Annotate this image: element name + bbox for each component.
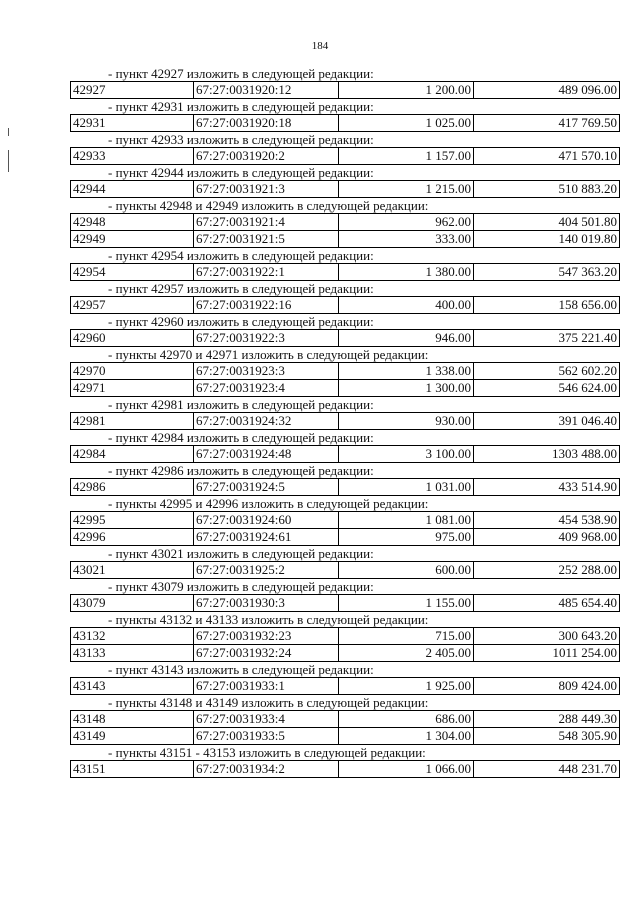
area-cell: 600.00: [339, 562, 474, 579]
table-row: [71, 446, 620, 463]
amendment-block: [70, 546, 615, 579]
amendment-intro: - пункты 43148 и 43149 изложить в следующей редакции:: [108, 695, 429, 710]
amendment-block: [70, 579, 615, 612]
amendment-block: [70, 132, 615, 165]
amendment-block: [70, 612, 615, 662]
item-number-cell: 42984: [71, 446, 194, 463]
table-row: [71, 413, 620, 430]
value-cell: 485 654.40: [474, 595, 620, 612]
item-number-cell: 42970: [71, 363, 194, 380]
value-cell: 252 288.00: [474, 562, 620, 579]
value-cell: 140 019.80: [474, 231, 620, 248]
amendment-table: [70, 760, 620, 778]
amendment-table: [70, 296, 620, 314]
item-number-cell: 43021: [71, 562, 194, 579]
table-row: [71, 181, 620, 198]
value-cell: 471 570.10: [474, 148, 620, 165]
area-cell: 1 025.00: [339, 115, 474, 132]
cadastral-number-cell: 67:27:0031924:48: [194, 446, 339, 463]
amendment-table: [70, 511, 620, 546]
amendment-intro: - пункт 42957 изложить в следующей редакции:: [108, 281, 374, 296]
area-cell: 1 300.00: [339, 380, 474, 397]
value-cell: 548 305.90: [474, 728, 620, 745]
value-cell: 375 221.40: [474, 330, 620, 347]
amendment-intro: - пункт 42981 изложить в следующей редакции:: [108, 397, 374, 412]
area-cell: 333.00: [339, 231, 474, 248]
value-cell: 510 883.20: [474, 181, 620, 198]
table-row: [71, 297, 620, 314]
amendment-intro: - пункт 43021 изложить в следующей редакции:: [108, 546, 374, 561]
table-row: [71, 380, 620, 397]
value-cell: 417 769.50: [474, 115, 620, 132]
amendment-intro: - пункты 43151 - 43153 изложить в следующей редакции:: [108, 745, 426, 760]
area-cell: 400.00: [339, 297, 474, 314]
area-cell: 1 380.00: [339, 264, 474, 281]
table-row: [71, 363, 620, 380]
table-row: [71, 728, 620, 745]
amendment-intro: - пункты 42970 и 42971 изложить в следующей редакции:: [108, 347, 429, 362]
table-row: [71, 595, 620, 612]
value-cell: 300 643.20: [474, 628, 620, 645]
amendment-block: [70, 66, 615, 99]
area-cell: 686.00: [339, 711, 474, 728]
cadastral-number-cell: 67:27:0031922:3: [194, 330, 339, 347]
cadastral-number-cell: 67:27:0031920:12: [194, 82, 339, 99]
amendment-block: [70, 662, 615, 695]
item-number-cell: 42944: [71, 181, 194, 198]
table-row: [71, 678, 620, 695]
amendment-block: [70, 347, 615, 397]
amendment-intro: - пункт 42944 изложить в следующей редакции:: [108, 165, 374, 180]
cadastral-number-cell: 67:27:0031934:2: [194, 761, 339, 778]
item-number-cell: 43132: [71, 628, 194, 645]
item-number-cell: 43149: [71, 728, 194, 745]
amendment-block: [70, 99, 615, 132]
table-row: [71, 645, 620, 662]
table-row: [71, 214, 620, 231]
value-cell: 404 501.80: [474, 214, 620, 231]
amendment-block: [70, 281, 615, 314]
value-cell: 288 449.30: [474, 711, 620, 728]
amendment-block: [70, 496, 615, 546]
cadastral-number-cell: 67:27:0031932:24: [194, 645, 339, 662]
amendment-intro: - пункты 43132 и 43133 изложить в следующей редакции:: [108, 612, 429, 627]
item-number-cell: 42954: [71, 264, 194, 281]
item-number-cell: 42981: [71, 413, 194, 430]
cadastral-number-cell: 67:27:0031921:5: [194, 231, 339, 248]
cadastral-number-cell: 67:27:0031924:61: [194, 529, 339, 546]
table-row: [71, 512, 620, 529]
cadastral-number-cell: 67:27:0031933:1: [194, 678, 339, 695]
amendment-intro: - пункт 42984 изложить в следующей редакции:: [108, 430, 374, 445]
item-number-cell: 42960: [71, 330, 194, 347]
item-number-cell: 43143: [71, 678, 194, 695]
amendment-table: [70, 114, 620, 132]
amendment-table: [70, 445, 620, 463]
area-cell: 1 215.00: [339, 181, 474, 198]
amendment-table: [70, 412, 620, 430]
table-row: [71, 761, 620, 778]
amendment-table: [70, 677, 620, 695]
item-number-cell: 42948: [71, 214, 194, 231]
value-cell: 1011 254.00: [474, 645, 620, 662]
amendment-block: [70, 430, 615, 463]
table-row: [71, 148, 620, 165]
value-cell: 562 602.20: [474, 363, 620, 380]
margin-mark: [8, 150, 9, 172]
table-row: [71, 479, 620, 496]
amendment-table: [70, 561, 620, 579]
amendment-table: [70, 147, 620, 165]
item-number-cell: 43079: [71, 595, 194, 612]
table-row: [71, 711, 620, 728]
area-cell: 1 031.00: [339, 479, 474, 496]
amendment-table: [70, 81, 620, 99]
amendment-intro: - пункт 42954 изложить в следующей редакции:: [108, 248, 374, 263]
cadastral-number-cell: 67:27:0031922:16: [194, 297, 339, 314]
amendment-intro: - пункт 42927 изложить в следующей редакции:: [108, 66, 374, 81]
table-row: [71, 82, 620, 99]
cadastral-number-cell: 67:27:0031920:18: [194, 115, 339, 132]
amendment-intro: - пункты 42995 и 42996 изложить в следующей редакции:: [108, 496, 429, 511]
cadastral-number-cell: 67:27:0031920:2: [194, 148, 339, 165]
table-row: [71, 115, 620, 132]
value-cell: 391 046.40: [474, 413, 620, 430]
cadastral-number-cell: 67:27:0031922:1: [194, 264, 339, 281]
cadastral-number-cell: 67:27:0031930:3: [194, 595, 339, 612]
table-row: [71, 628, 620, 645]
amendment-intro: - пункт 43079 изложить в следующей редакции:: [108, 579, 374, 594]
amendment-table: [70, 362, 620, 397]
area-cell: 1 200.00: [339, 82, 474, 99]
amendment-table: [70, 213, 620, 248]
amendment-table: [70, 710, 620, 745]
area-cell: 1 157.00: [339, 148, 474, 165]
item-number-cell: 42957: [71, 297, 194, 314]
amendments-list: [70, 66, 615, 778]
cadastral-number-cell: 67:27:0031933:5: [194, 728, 339, 745]
table-row: [71, 562, 620, 579]
area-cell: 930.00: [339, 413, 474, 430]
area-cell: 715.00: [339, 628, 474, 645]
amendment-table: [70, 478, 620, 496]
value-cell: 158 656.00: [474, 297, 620, 314]
value-cell: 448 231.70: [474, 761, 620, 778]
table-row: [71, 330, 620, 347]
value-cell: 489 096.00: [474, 82, 620, 99]
page-number: 184: [311, 40, 329, 52]
cadastral-number-cell: 67:27:0031924:32: [194, 413, 339, 430]
item-number-cell: 42986: [71, 479, 194, 496]
cadastral-number-cell: 67:27:0031924:60: [194, 512, 339, 529]
item-number-cell: 42933: [71, 148, 194, 165]
value-cell: 409 968.00: [474, 529, 620, 546]
area-cell: 946.00: [339, 330, 474, 347]
amendment-intro: - пункт 42933 изложить в следующей редакции:: [108, 132, 374, 147]
amendment-block: [70, 695, 615, 745]
amendment-intro: - пункт 42986 изложить в следующей редакции:: [108, 463, 374, 478]
margin-mark: [8, 128, 9, 136]
item-number-cell: 42996: [71, 529, 194, 546]
cadastral-number-cell: 67:27:0031925:2: [194, 562, 339, 579]
table-row: [71, 529, 620, 546]
amendment-block: [70, 745, 615, 778]
cadastral-number-cell: 67:27:0031923:4: [194, 380, 339, 397]
area-cell: 975.00: [339, 529, 474, 546]
amendment-block: [70, 314, 615, 347]
item-number-cell: 42995: [71, 512, 194, 529]
item-number-cell: 42971: [71, 380, 194, 397]
cadastral-number-cell: 67:27:0031921:3: [194, 181, 339, 198]
amendment-block: [70, 248, 615, 281]
value-cell: 1303 488.00: [474, 446, 620, 463]
area-cell: 1 304.00: [339, 728, 474, 745]
amendment-table: [70, 329, 620, 347]
cadastral-number-cell: 67:27:0031924:5: [194, 479, 339, 496]
amendment-intro: - пункты 42948 и 42949 изложить в следующей редакции:: [108, 198, 429, 213]
item-number-cell: 42927: [71, 82, 194, 99]
item-number-cell: 43151: [71, 761, 194, 778]
amendment-intro: - пункт 42960 изложить в следующей редакции:: [108, 314, 374, 329]
cadastral-number-cell: 67:27:0031933:4: [194, 711, 339, 728]
item-number-cell: 43133: [71, 645, 194, 662]
item-number-cell: 42931: [71, 115, 194, 132]
area-cell: 962.00: [339, 214, 474, 231]
area-cell: 1 338.00: [339, 363, 474, 380]
area-cell: 2 405.00: [339, 645, 474, 662]
item-number-cell: 43148: [71, 711, 194, 728]
value-cell: 547 363.20: [474, 264, 620, 281]
amendment-block: [70, 165, 615, 198]
amendment-table: [70, 627, 620, 662]
value-cell: 454 538.90: [474, 512, 620, 529]
value-cell: 433 514.90: [474, 479, 620, 496]
amendment-table: [70, 263, 620, 281]
amendment-table: [70, 594, 620, 612]
cadastral-number-cell: 67:27:0031923:3: [194, 363, 339, 380]
amendment-block: [70, 463, 615, 496]
amendment-block: [70, 397, 615, 430]
area-cell: 1 925.00: [339, 678, 474, 695]
value-cell: 546 624.00: [474, 380, 620, 397]
item-number-cell: 42949: [71, 231, 194, 248]
amendment-intro: - пункт 43143 изложить в следующей редакции:: [108, 662, 374, 677]
table-row: [71, 231, 620, 248]
amendment-block: [70, 198, 615, 248]
cadastral-number-cell: 67:27:0031932:23: [194, 628, 339, 645]
table-row: [71, 264, 620, 281]
area-cell: 1 081.00: [339, 512, 474, 529]
amendment-table: [70, 180, 620, 198]
amendment-intro: - пункт 42931 изложить в следующей редакции:: [108, 99, 374, 114]
area-cell: 1 155.00: [339, 595, 474, 612]
area-cell: 1 066.00: [339, 761, 474, 778]
value-cell: 809 424.00: [474, 678, 620, 695]
cadastral-number-cell: 67:27:0031921:4: [194, 214, 339, 231]
area-cell: 3 100.00: [339, 446, 474, 463]
